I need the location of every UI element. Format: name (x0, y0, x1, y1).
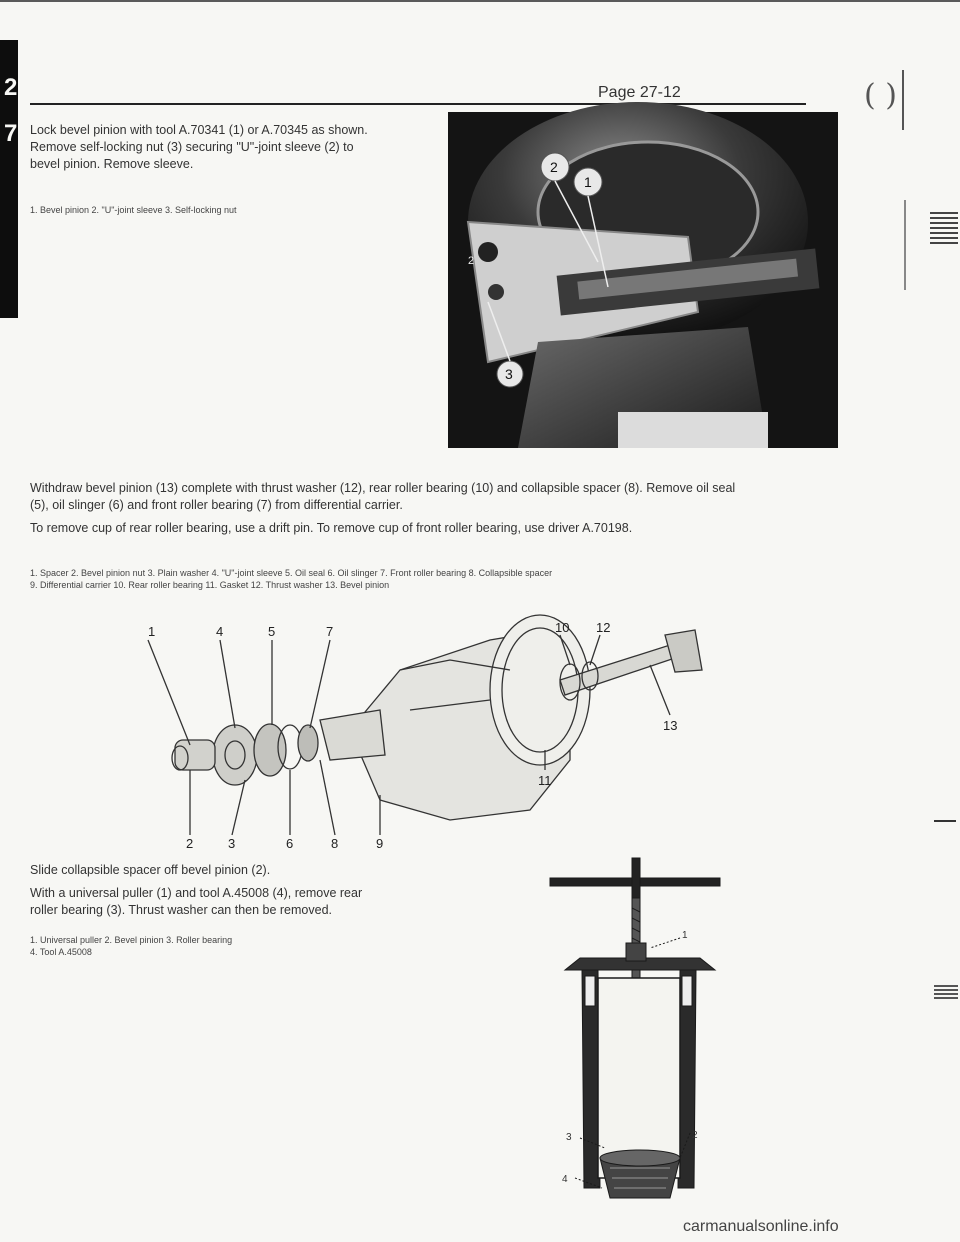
section1-line-2: Remove self-locking nut (3) securing "U"-joint sleeve (2) to (30, 140, 354, 154)
binder-hole-mark: ( ) (864, 78, 897, 113)
margin-mark (930, 212, 958, 246)
section2-line-2: (5), oil slinger (6) and front roller bearing (7) from differential carrier. (30, 498, 403, 512)
section1-legend: 1. Bevel pinion 2. "U"-joint sleeve 3. Self-locking nut (30, 205, 237, 215)
diagram-label-5: 5 (268, 624, 276, 639)
puller-label-2: 2 (692, 1130, 698, 1141)
section-tab-digit-1: 2 (4, 74, 18, 101)
pinion-lock-photo (448, 112, 838, 448)
section2-legend-line-1: 1. Spacer 2. Bevel pinion nut 3. Plain washer 4. "U"-joint sleeve 5. Oil seal 6. Oil slinger 7. Front roller bearing 8. Collapsible spacer (30, 568, 553, 578)
section2-text (30, 480, 830, 537)
diagram-label-2: 2 (186, 836, 194, 851)
diagram-label-13: 13 (663, 718, 678, 733)
section3-line-1: Slide collapsible spacer off bevel pinion (2). (30, 863, 271, 877)
photo-callout-1: 1 (584, 174, 592, 190)
section1-text (30, 122, 440, 173)
diagram-label-7: 7 (326, 624, 334, 639)
section-tab-digit-2: 7 (4, 120, 18, 147)
puller-label-3: 3 (566, 1132, 572, 1143)
diagram-label-10: 10 (555, 620, 570, 635)
exploded-diagram-art (150, 610, 710, 850)
diagram-label-11: 11 (538, 773, 552, 788)
pinion-lock-photo-art (448, 112, 838, 448)
section3-text (30, 862, 490, 919)
page-number: Page 27-12 (598, 84, 681, 101)
margin-mark (904, 200, 906, 290)
diagram-label-4: 4 (216, 624, 224, 639)
header-rule (30, 103, 806, 105)
section3-legend-line-2: 4. Tool A.45008 (30, 947, 92, 957)
section3-line-3: roller bearing (3). Thrust washer can then be removed. (30, 903, 333, 917)
diagram-label-6: 6 (286, 836, 294, 851)
photo-callout-3: 3 (505, 366, 513, 382)
watermark-text: carmanualsonline.info (683, 1218, 839, 1235)
section3-legend (30, 934, 232, 958)
scan-top-edge (0, 0, 960, 2)
section3-legend-line-1: 1. Universal puller 2. Bevel pinion 3. Roller bearing (30, 935, 233, 945)
diagram-label-3: 3 (228, 836, 236, 851)
puller-diagram-art (540, 858, 770, 1218)
diagram-label-12: 12 (596, 620, 611, 635)
diagram-label-8: 8 (331, 836, 339, 851)
puller-label-1: 1 (682, 930, 688, 941)
section2-line-1: Withdraw bevel pinion (13) complete with thrust washer (12), rear roller bearing (10) and collapsible spacer (8). Remove oil seal (30, 481, 736, 495)
puller-diagram (540, 858, 770, 1218)
diagram-label-9: 9 (376, 836, 384, 851)
section1-line-3: bevel pinion. Remove sleeve. (30, 157, 194, 171)
section2-legend (30, 567, 850, 591)
section2-legend-line-2: 9. Differential carrier 10. Rear roller bearing 11. Gasket 12. Thrust washer 13. Bevel pinion (30, 580, 390, 590)
puller-label-4: 4 (562, 1174, 568, 1185)
section-tab (0, 40, 18, 318)
photo-callout-2: 2 (550, 159, 558, 175)
margin-mark (934, 985, 958, 999)
photo-callout-2-lower: 2 (468, 255, 475, 267)
margin-mark (934, 820, 956, 822)
section3-line-2: With a universal puller (1) and tool A.45008 (4), remove rear (30, 886, 363, 900)
diagram-label-1: 1 (148, 624, 156, 639)
section2-line-3: To remove cup of rear roller bearing, use a drift pin. To remove cup of front roller bearing, use driver A.70198. (30, 521, 633, 535)
section1-line-1: Lock bevel pinion with tool A.70341 (1) or A.70345 as shown. (30, 123, 368, 137)
exploded-diagram (150, 610, 710, 850)
margin-mark (902, 70, 904, 130)
